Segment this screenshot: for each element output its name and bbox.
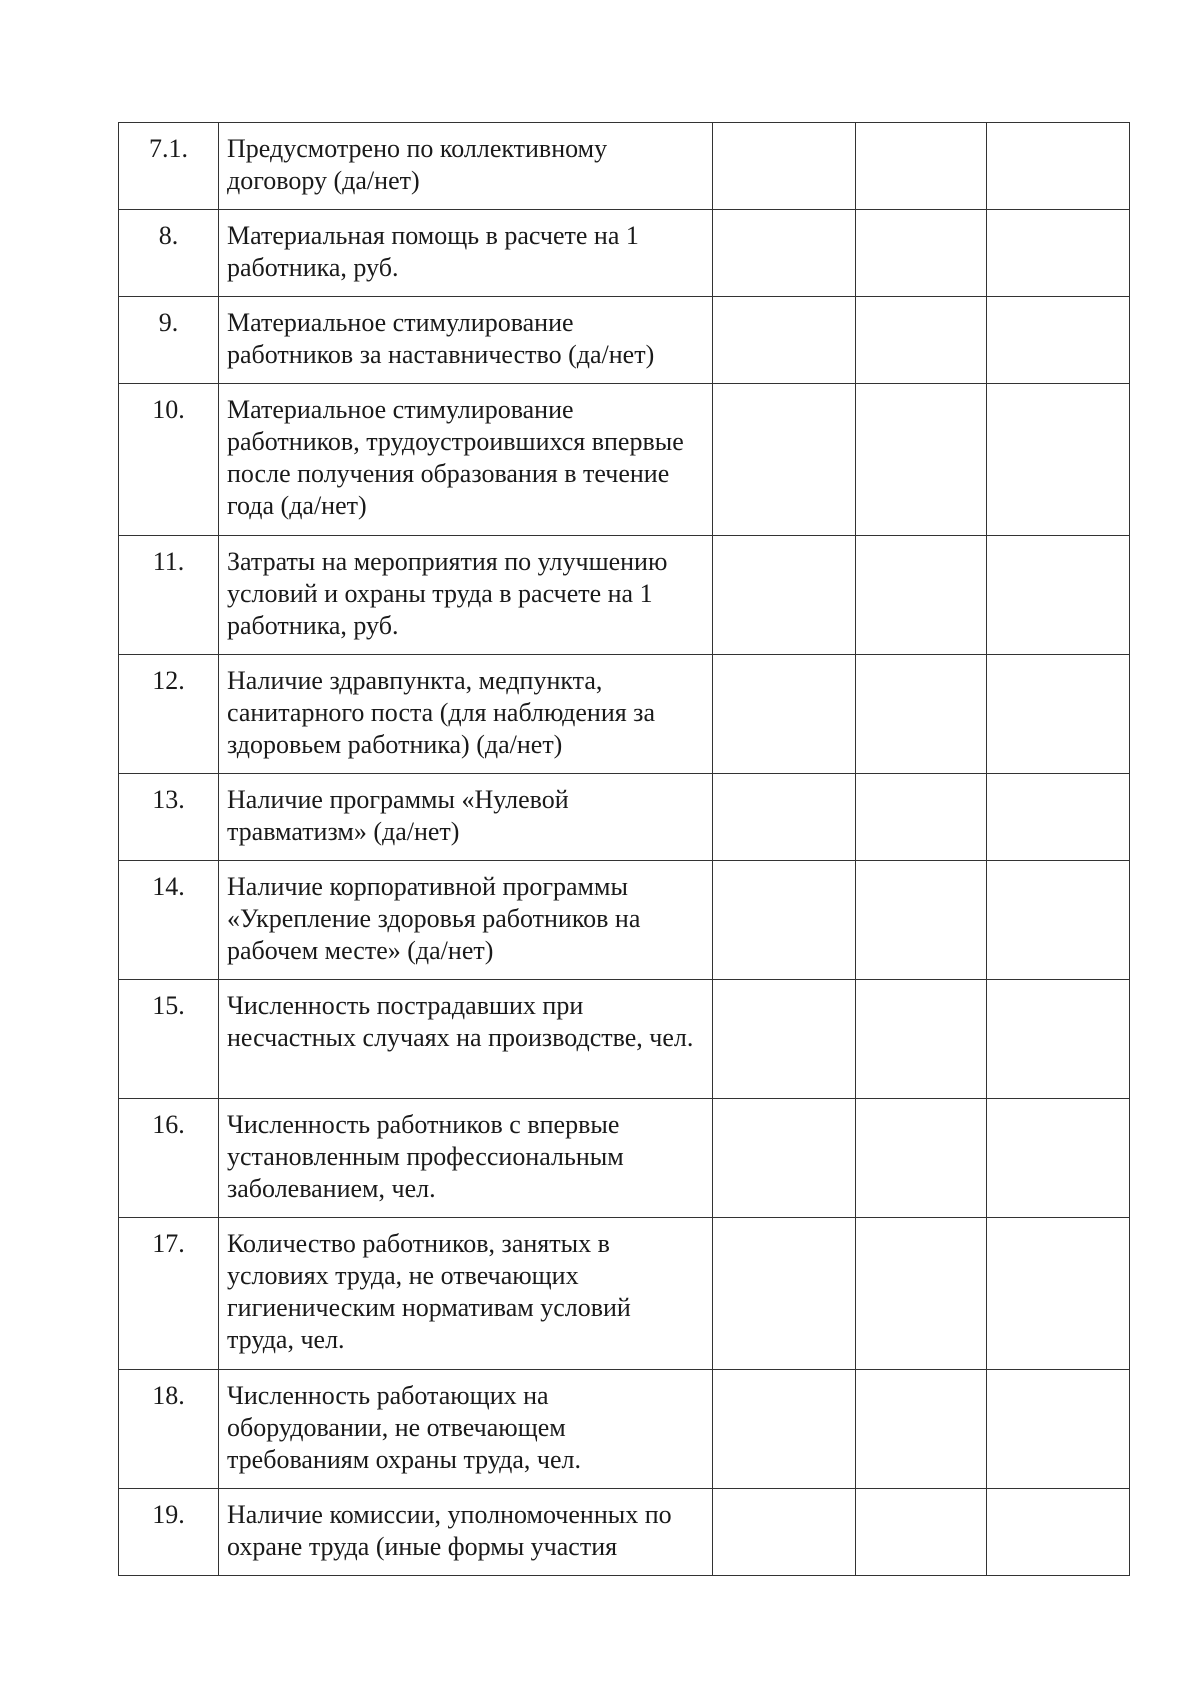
value-cell-3[interactable] [987, 123, 1130, 210]
value-cell-2[interactable] [856, 536, 987, 655]
value-cell-3[interactable] [987, 655, 1130, 774]
value-cell-2[interactable] [856, 655, 987, 774]
value-cell-3[interactable] [987, 1489, 1130, 1576]
table-row [119, 1099, 1130, 1218]
table-row [119, 1489, 1130, 1576]
value-cell-2[interactable] [856, 210, 987, 297]
value-cell-3[interactable] [987, 1218, 1130, 1370]
table-row [119, 384, 1130, 536]
value-cell-1[interactable] [713, 536, 856, 655]
row-number: 12. [119, 655, 219, 774]
value-cell-2[interactable] [856, 123, 987, 210]
value-cell-1[interactable] [713, 123, 856, 210]
value-cell-2[interactable] [856, 384, 987, 536]
row-number: 13. [119, 774, 219, 861]
value-cell-3[interactable] [987, 980, 1130, 1099]
value-cell-2[interactable] [856, 1099, 987, 1218]
row-number: 19. [119, 1489, 219, 1576]
value-cell-3[interactable] [987, 1099, 1130, 1218]
value-cell-3[interactable] [987, 297, 1130, 384]
value-cell-2[interactable] [856, 1218, 987, 1370]
value-cell-1[interactable] [713, 384, 856, 536]
value-cell-1[interactable] [713, 655, 856, 774]
table-row [119, 774, 1130, 861]
row-number: 14. [119, 861, 219, 980]
value-cell-1[interactable] [713, 980, 856, 1099]
value-cell-1[interactable] [713, 1099, 856, 1218]
indicator-description: Наличие здравпункта, медпункта, санитарного поста (для наблюдения за здоровьем работника) (да/нет) [219, 655, 713, 774]
table-row [119, 980, 1130, 1099]
table-body [119, 123, 1130, 1576]
indicator-description: Численность работающих на оборудовании, не отвечающем требованиям охраны труда, чел. [219, 1370, 713, 1489]
row-number: 7.1. [119, 123, 219, 210]
indicator-description: Численность работников с впервые установленным профессиональным заболеванием, чел. [219, 1099, 713, 1218]
indicator-description: Численность пострадавших при несчастных случаях на производстве, чел. [219, 980, 713, 1099]
row-number: 17. [119, 1218, 219, 1370]
value-cell-2[interactable] [856, 1370, 987, 1489]
value-cell-2[interactable] [856, 297, 987, 384]
row-number: 16. [119, 1099, 219, 1218]
indicator-description: Материальное стимулирование работников за наставничество (да/нет) [219, 297, 713, 384]
value-cell-2[interactable] [856, 1489, 987, 1576]
value-cell-1[interactable] [713, 861, 856, 980]
row-number: 8. [119, 210, 219, 297]
value-cell-1[interactable] [713, 297, 856, 384]
row-number: 15. [119, 980, 219, 1099]
value-cell-2[interactable] [856, 774, 987, 861]
indicator-description: Материальное стимулирование работников, трудоустроившихся впервые после получения образования в течение года (да/нет) [219, 384, 713, 536]
value-cell-3[interactable] [987, 536, 1130, 655]
indicators-table [118, 122, 1130, 1576]
table-row [119, 123, 1130, 210]
value-cell-2[interactable] [856, 861, 987, 980]
indicator-description: Наличие корпоративной программы «Укрепление здоровья работников на рабочем месте» (да/нет) [219, 861, 713, 980]
value-cell-3[interactable] [987, 384, 1130, 536]
value-cell-1[interactable] [713, 1218, 856, 1370]
value-cell-3[interactable] [987, 774, 1130, 861]
value-cell-1[interactable] [713, 1370, 856, 1489]
value-cell-3[interactable] [987, 861, 1130, 980]
row-number: 11. [119, 536, 219, 655]
table-row [119, 1370, 1130, 1489]
value-cell-3[interactable] [987, 1370, 1130, 1489]
table-row [119, 655, 1130, 774]
table-row [119, 210, 1130, 297]
value-cell-1[interactable] [713, 210, 856, 297]
indicator-description: Материальная помощь в расчете на 1 работника, руб. [219, 210, 713, 297]
indicator-description: Предусмотрено по коллективному договору (да/нет) [219, 123, 713, 210]
indicator-description: Наличие комиссии, уполномоченных по охране труда (иные формы участия [219, 1489, 713, 1576]
table-row [119, 536, 1130, 655]
row-number: 10. [119, 384, 219, 536]
table-row [119, 297, 1130, 384]
value-cell-3[interactable] [987, 210, 1130, 297]
indicator-description: Наличие программы «Нулевой травматизм» (да/нет) [219, 774, 713, 861]
row-number: 18. [119, 1370, 219, 1489]
indicator-description: Затраты на мероприятия по улучшению условий и охраны труда в расчете на 1 работника, руб. [219, 536, 713, 655]
value-cell-1[interactable] [713, 1489, 856, 1576]
table-row [119, 861, 1130, 980]
table-row [119, 1218, 1130, 1370]
row-number: 9. [119, 297, 219, 384]
value-cell-1[interactable] [713, 774, 856, 861]
value-cell-2[interactable] [856, 980, 987, 1099]
indicator-description: Количество работников, занятых в условиях труда, не отвечающих гигиеническим нормативам условий труда, чел. [219, 1218, 713, 1370]
